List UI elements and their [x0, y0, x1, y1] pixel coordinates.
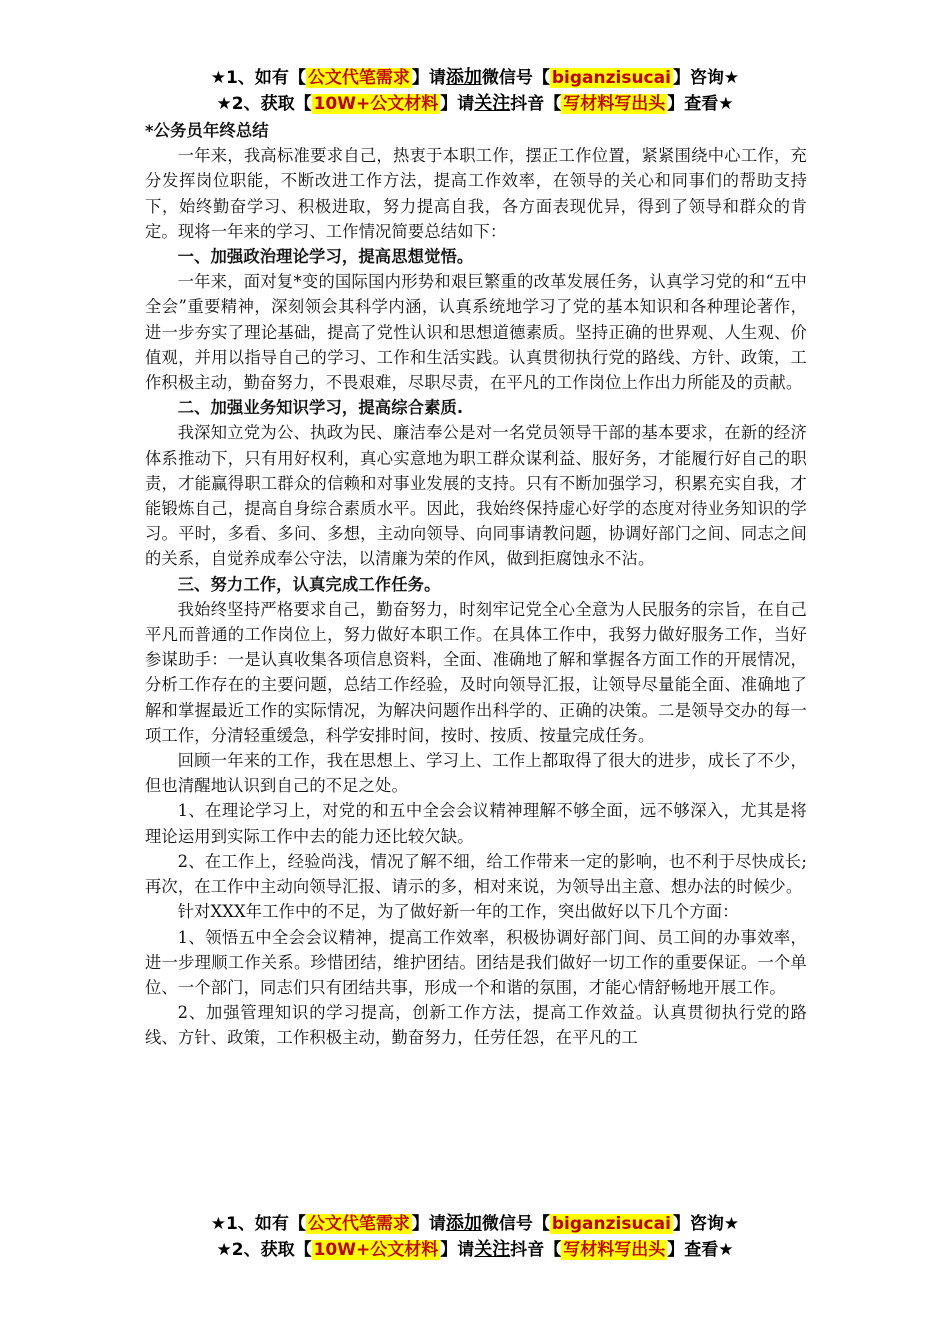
section-heading: 三、努力工作，认真完成工作任务。	[177, 574, 441, 594]
paragraph: 一年来，我高标准要求自己，热衷于本职工作，摆正工作位置，紧紧围绕中心工作，充分发挥岗位职能，不断改进工作方法，提高工作效率，在领导的关心和同事们的帮助支持下，始终勤奋学习、积极进取，努力提高自我，各方面表现优异，得到了领导和群众的肯定。现将一年来的学习、工作情况简要总结如下：	[145, 146, 807, 241]
paragraph: 回顾一年来的工作，我在思想上、学习上、工作上都取得了很大的进步，成长了不少，但也清醒地认识到自己的不足之处。	[145, 751, 807, 796]
banner-highlight: 写材料写出头	[563, 1240, 666, 1260]
banner-bottom-line2: ★2、获取【 10W+公文材料 】请关注抖音【 写材料写出头 】查看★	[216, 1239, 734, 1260]
section-heading: 一、加强政治理论学习，提高思想觉悟。	[177, 247, 474, 267]
banner-emphasis: 关注	[474, 93, 511, 114]
paragraph: 我深知立党为公、执政为民、廉洁奉公是对一名党员领导干部的基本要求，在新的经济体系推动下，只有用好权利，真心实意地为职工群众谋利益、服好务，才能履行好自己的职责，才能赢得职工群众的信赖和对事业发展的支持。只有不断加强学习，积累充实自我，才能锻炼自己，提高自身综合素质水平。因此，我始终保持虚心好学的态度对待业务知识的学习。平时，多看、多问、多想，主动向领导、向同事请教问题，协调好部门之间、同志之间的关系，自觉养成奉公守法，以清廉为荣的作风，做到拒腐蚀永不沾。	[145, 423, 807, 569]
banner-bottom-line1: ★1、如有【 公文代笔需求 】请添加微信号【 biganzisucai 】咨询★	[210, 1213, 740, 1234]
document-title: *公务员年终总结	[145, 121, 269, 140]
paragraph: 1、领悟五中全会会议精神，提高工作效率，积极协调好部门间、员工间的办事效率，进一步理顺工作关系。珍惜团结，维护团结。团结是我们做好一切工作的重要保证。一个单位、一个部门，同志们只有团结共事，形成一个和谐的氛围，才能心情舒畅地开展工作。	[145, 927, 807, 997]
banner-top-line1: ★1、如有【 公文代笔需求 】请添加微信号【 biganzisucai 】咨询★	[210, 67, 740, 88]
paragraph: 1、在理论学习上，对党的和五中全会会议精神理解不够全面，远不够深入，尤其是将理论运用到实际工作中去的能力还比较欠缺。	[145, 801, 807, 846]
banner-top-line2: ★2、获取【 10W+公文材料 】请关注抖音【 写材料写出头 】查看★	[216, 93, 734, 114]
banner-emphasis: 添加	[445, 67, 482, 88]
banner-emphasis: 关注	[474, 1239, 511, 1260]
paragraph: 一年来，面对复*变的国际国内形势和艰巨繁重的改革发展任务，认真学习党的和“五中全会”重要精神，深刻领会其科学内涵，认真系统地学习了党的基本知识和各种理论著作，进一步夯实了理论基础，提高了党性认识和思想道德素质。坚持正确的世界观、人生观、价值观，并用以指导自己的学习、工作和生活实践。认真贯彻执行党的路线、方针、政策，工作积极主动，勤奋努力，不畏艰难，尽职尽责，在平凡的工作岗位上作出力所能及的贡献。	[145, 272, 807, 393]
banner-highlight: biganzisucai	[551, 1214, 671, 1234]
banner-emphasis: 添加	[445, 1213, 482, 1234]
banner-highlight: biganzisucai	[551, 68, 671, 88]
banner-highlight: 写材料写出头	[563, 94, 666, 114]
banner-highlight: 10W+公文材料	[313, 94, 439, 114]
paragraph: 针对XXX年工作中的不足，为了做好新一年的工作，突出做好以下几个方面：	[177, 902, 739, 922]
document-body	[145, 118, 807, 1051]
section-heading: 二、加强业务知识学习，提高综合素质.	[177, 398, 464, 418]
paragraph: 2、加强管理知识的学习提高，创新工作方法，提高工作效益。认真贯彻执行党的路线、方针、政策，工作积极主动，勤奋努力，任劳任怨，在平凡的工	[145, 1003, 807, 1048]
banner-highlight: 公文代笔需求	[307, 1214, 410, 1234]
banner-highlight: 公文代笔需求	[307, 68, 410, 88]
paragraph: 我始终坚持严格要求自己，勤奋努力，时刻牢记党全心全意为人民服务的宗旨，在自己平凡而普通的工作岗位上，努力做好本职工作。在具体工作中，我努力做好服务工作，当好参谋助手：一是认真收集各项信息资料，全面、准确地了解和掌握各方面工作的开展情况，分析工作存在的主要问题，总结工作经验，及时向领导汇报，让领导尽量能全面、准确地了解和掌握最近工作的实际情况，为解决问题作出科学的、正确的决策。二是领导交办的每一项工作，分清轻重缓急，科学安排时间，按时、按质、按量完成任务。	[145, 599, 807, 745]
paragraph: 2、在工作上，经验尚浅，情况了解不细，给工作带来一定的影响，也不利于尽快成长;再次，在工作中主动向领导汇报、请示的多，相对来说，为领导出主意、想办法的时候少。	[145, 851, 807, 897]
banner-highlight: 10W+公文材料	[313, 1240, 439, 1260]
